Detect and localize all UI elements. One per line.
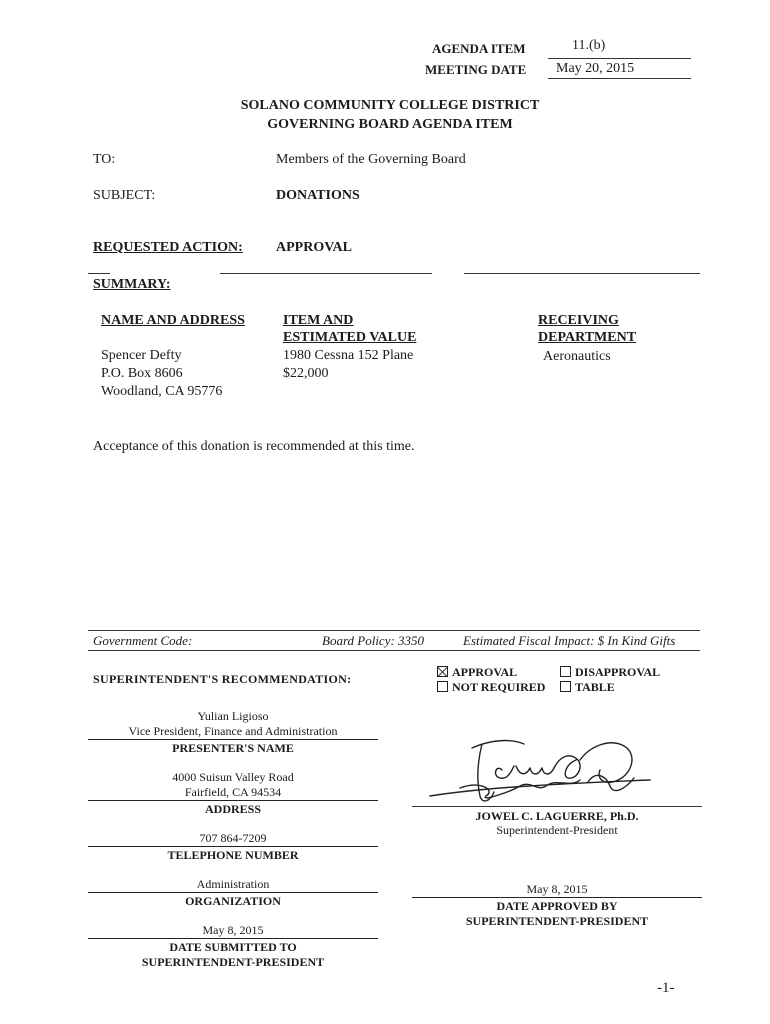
presenter-address-line1: 4000 Suisun Valley Road — [172, 770, 294, 784]
separator-line — [220, 273, 432, 274]
agenda-item-underline — [548, 58, 691, 59]
government-code: Government Code: — [93, 633, 193, 648]
date-submitted-caption-line2: SUPERINTENDENT-PRESIDENT — [141, 955, 325, 969]
approval-checkbox[interactable] — [437, 666, 448, 677]
meeting-date-label: MEETING DATE — [425, 62, 527, 77]
address-line — [88, 800, 378, 801]
col-name-address: NAME AND ADDRESS — [101, 313, 245, 328]
fiscal-impact: Estimated Fiscal Impact: $ In Kind Gifts — [463, 633, 676, 648]
board-policy: Board Policy: 3350 — [322, 633, 425, 648]
date-approved-caption-line1: DATE APPROVED BY — [496, 899, 618, 913]
date-submitted: May 8, 2015 — [202, 923, 264, 937]
not-required-checkbox[interactable] — [437, 681, 448, 692]
approval-option: APPROVAL — [452, 665, 518, 679]
subject-label: SUBJECT: — [93, 188, 156, 203]
date-approved-caption-line2: SUPERINTENDENT-PRESIDENT — [465, 914, 649, 928]
item-value: $22,000 — [283, 366, 329, 381]
presenter-organization: Administration — [196, 877, 270, 891]
meeting-date-value: May 20, 2015 — [556, 61, 635, 76]
presenter-phone: 707 864-7209 — [199, 831, 267, 845]
agenda-item-label: AGENDA ITEM — [432, 41, 526, 56]
date-submitted-caption-line1: DATE SUBMITTED TO — [169, 940, 297, 954]
subject-value: DONATIONS — [276, 188, 360, 203]
donor-name: Spencer Defty — [101, 348, 182, 363]
page-number: -1- — [657, 980, 675, 996]
organization-line — [88, 892, 378, 893]
codes-bottom-line — [88, 650, 700, 651]
col-receiving-line2: DEPARTMENT — [538, 330, 637, 345]
superintendent-name: JOWEL C. LAGUERRE, Ph.D. — [475, 809, 639, 823]
presenter-name-line — [88, 739, 378, 740]
presenter-title: Vice President, Finance and Administration — [128, 724, 338, 738]
disapproval-option: DISAPPROVAL — [575, 665, 661, 679]
requested-action-value: APPROVAL — [276, 240, 352, 255]
requested-action-label: REQUESTED ACTION: — [93, 240, 243, 255]
table-checkbox[interactable] — [560, 681, 571, 692]
separator-line — [464, 273, 700, 274]
meeting-date-underline — [548, 78, 691, 79]
donor-city: Woodland, CA 95776 — [101, 384, 223, 399]
date-approved: May 8, 2015 — [526, 882, 588, 896]
donor-po-box: P.O. Box 8606 — [101, 366, 183, 381]
col-item-line2: ESTIMATED VALUE — [283, 330, 417, 345]
col-item-line1: ITEM AND — [283, 313, 354, 328]
receiving-department: Aeronautics — [543, 349, 611, 364]
separator-line — [88, 273, 110, 274]
to-value: Members of the Governing Board — [276, 152, 466, 167]
agenda-item-value: 11.(b) — [572, 38, 606, 53]
date-submitted-line — [88, 938, 378, 939]
phone-caption: TELEPHONE NUMBER — [167, 848, 299, 862]
agenda-title: GOVERNING BOARD AGENDA ITEM — [267, 117, 513, 132]
table-option: TABLE — [575, 680, 615, 694]
disapproval-checkbox[interactable] — [560, 666, 571, 677]
superintendent-title: Superintendent-President — [496, 823, 618, 837]
col-receiving-line1: RECEIVING — [538, 313, 619, 328]
summary-label: SUMMARY: — [93, 277, 171, 292]
district-title: SOLANO COMMUNITY COLLEGE DISTRICT — [240, 98, 540, 113]
presenter-name-caption: PRESENTER'S NAME — [172, 741, 294, 755]
not-required-option: NOT REQUIRED — [452, 680, 546, 694]
superintendent-recommendation-label: SUPERINTENDENT'S RECOMMENDATION: — [93, 672, 352, 686]
superintendent-signature — [420, 730, 660, 810]
date-approved-line — [412, 897, 702, 898]
presenter-name: Yulian Ligioso — [197, 709, 269, 723]
phone-line — [88, 846, 378, 847]
presenter-address-line2: Fairfield, CA 94534 — [184, 785, 282, 799]
organization-caption: ORGANIZATION — [185, 894, 281, 908]
address-caption: ADDRESS — [204, 802, 261, 816]
codes-top-line — [88, 630, 700, 631]
item-description: 1980 Cessna 152 Plane — [283, 348, 414, 363]
to-label: TO: — [93, 152, 116, 167]
recommendation-text: Acceptance of this donation is recommended at this time. — [93, 439, 415, 454]
signature-line — [412, 806, 702, 807]
